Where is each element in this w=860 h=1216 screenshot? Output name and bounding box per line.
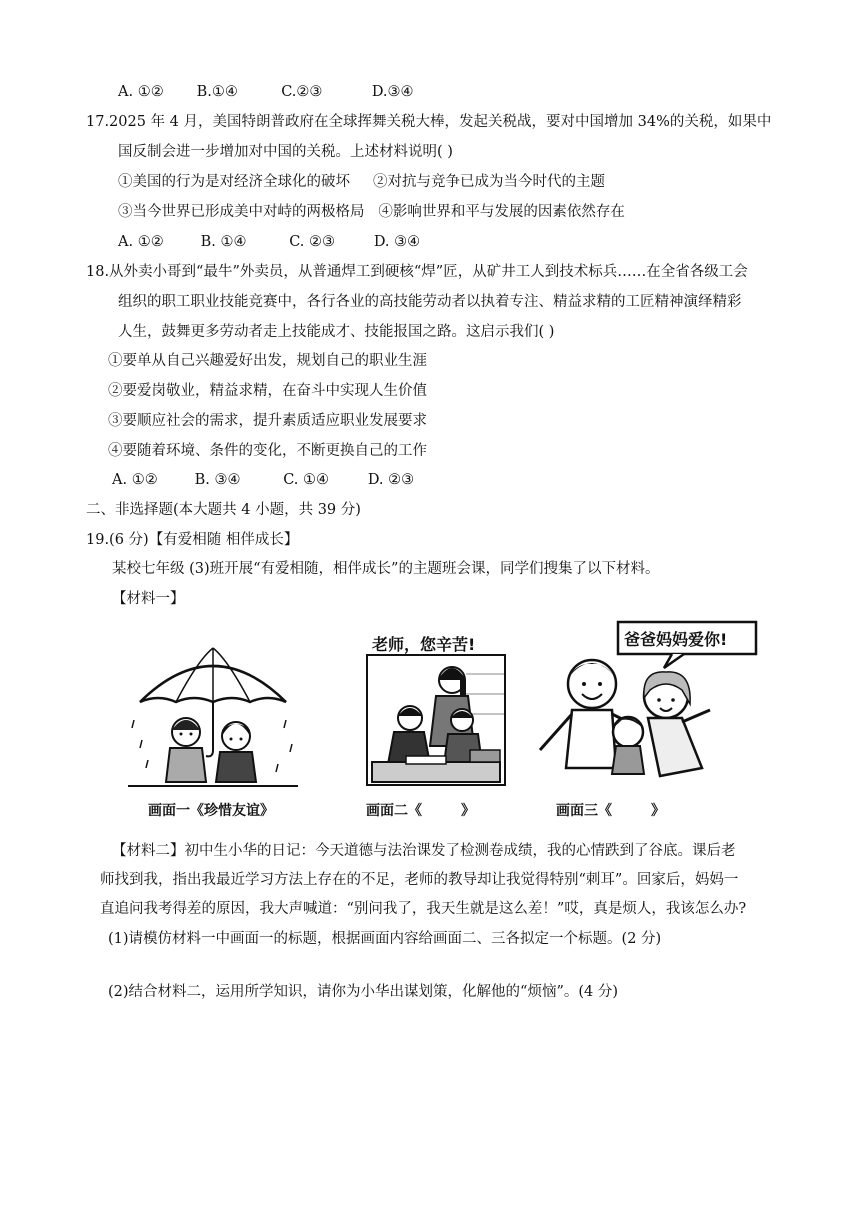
material2-line3: 直追问我考得差的原因，我大声喊道：“别问我了，我天生就是这么差！”哎，真是烦人，我该怎么办? <box>100 901 747 917</box>
picture2-teacher-students <box>366 654 506 786</box>
material1-label: 【材料一】 <box>112 591 185 607</box>
q16-option-b: B.①④ <box>196 84 238 100</box>
picture1-friends-umbrella <box>128 640 298 790</box>
section-title: 二、非选择题(本大题共 4 小题，共 39 分) <box>86 502 361 518</box>
q18-option-a: A. ①② <box>112 472 158 488</box>
material2-line1: 【材料二】初中生小华的日记：今天道德与法治课发了检测卷成绩，我的心情跌到了谷底。课后老 <box>112 843 736 859</box>
q16-option-c: C.②③ <box>281 84 323 100</box>
q18-option-c: C. ①④ <box>283 472 330 488</box>
q17-option-d: D. ③④ <box>373 234 421 250</box>
q17-items-line1: ①美国的行为是对经济全球化的破坏 ②对抗与竞争已成为当今时代的主题 <box>118 174 606 190</box>
q18-option-b: B. ③④ <box>194 472 241 488</box>
material2-line2: 师找到我，指出我最近学习方法上存在的不足，老师的教导却让我觉得特别“刺耳”。回家后，妈妈一 <box>100 872 739 888</box>
q19-heading: 19.(6 分)【有爱相随 相伴成长】 <box>86 532 299 548</box>
caption-picture1: 画面一《珍惜友谊》 <box>148 803 274 819</box>
q19-intro: 某校七年级 (3)班开展“有爱相随，相伴成长”的主题班会课，同学们搜集了以下材料。 <box>112 561 660 577</box>
q17-items-line2: ③当今世界已形成美中对峙的两极格局 ④影响世界和平与发展的因素依然存在 <box>118 204 625 220</box>
q16-options <box>118 82 414 102</box>
q19-sub1: (1)请模仿材料一中画面一的标题，根据画面内容给画面二、三各拟定一个标题。(2 分) <box>108 931 662 947</box>
caption-picture3: 画面三《 》 <box>556 803 665 819</box>
picture2-bubble: 老师，您辛苦! <box>372 635 476 654</box>
picture3-bubble: 爸爸妈妈爱你! <box>624 630 728 649</box>
q17-option-a: A. ①② <box>118 234 164 250</box>
q18-stem-line1: 18.从外卖小哥到“最牛”外卖员，从普通焊工到硬核“焊”匠，从矿井工人到技术标兵……在全省各级工会 <box>86 264 748 280</box>
q18-stem-line3: 人生，鼓舞更多劳动者走上技能成才、技能报国之路。这启示我们( ) <box>118 324 555 340</box>
q18-item-2: ②要爱岗敬业，精益求精，在奋斗中实现人生价值 <box>108 383 427 399</box>
q17-option-b: B. ①④ <box>200 234 247 250</box>
q17-stem-line1: 17.2025 年 4 月，美国特朗普政府在全球挥舞关税大棒，发起关税战，要对中国增加 34%的关税，如果中 <box>86 114 772 130</box>
q16-option-d: D.③④ <box>371 84 414 100</box>
caption-picture2: 画面二《 》 <box>366 803 475 819</box>
q16-option-a: A. ①② <box>118 84 164 100</box>
q18-stem-line2: 组织的职工职业技能竞赛中，各行各业的高技能劳动者以执着专注、精益求精的工匠精神演绎精彩 <box>118 294 742 310</box>
q19-sub2: (2)结合材料二，运用所学知识，请你为小华出谋划策，化解他的“烦恼”。(4 分) <box>108 984 619 1000</box>
q17-options <box>118 232 420 252</box>
q18-item-4: ④要随着环境、条件的变化，不断更换自己的工作 <box>108 443 427 459</box>
q17-option-c: C. ②③ <box>289 234 336 250</box>
q18-item-3: ③要顺应社会的需求，提升素质适应职业发展要求 <box>108 413 427 429</box>
q18-option-d: D. ②③ <box>367 472 415 488</box>
q17-stem-line2: 国反制会进一步增加对中国的关税。上述材料说明( ) <box>118 144 453 160</box>
q18-options <box>112 470 414 490</box>
q18-item-1: ①要单从自己兴趣爱好出发，规划自己的职业生涯 <box>108 353 427 369</box>
